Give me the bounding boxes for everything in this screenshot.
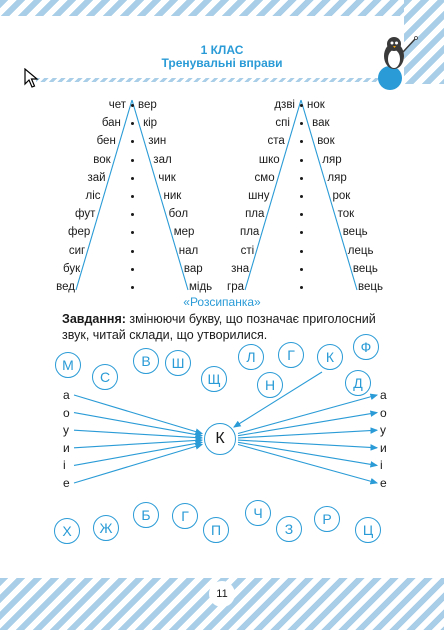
- syllable-right: лець: [347, 244, 374, 257]
- syllable-right: зал: [153, 153, 172, 166]
- syllable-dot: [131, 177, 134, 180]
- page-subtitle: Тренувальні вправи: [161, 56, 283, 70]
- page-number: 11: [209, 581, 235, 607]
- arrow-line: [238, 395, 377, 434]
- arrow-line: [74, 442, 202, 465]
- letter-circle: Р: [314, 506, 340, 532]
- syllable-left: бан: [101, 117, 121, 130]
- syllable-right: бол: [168, 208, 189, 221]
- letter-circle: Ф: [353, 334, 379, 360]
- syllable-left: пла: [239, 226, 260, 239]
- syllable-left: фер: [68, 226, 91, 239]
- syllable-left: спі: [275, 117, 290, 130]
- syllable-right: чик: [158, 171, 176, 184]
- vowel-left: а: [63, 388, 70, 402]
- section-title: «Розсипанка»: [183, 295, 261, 309]
- syllable-dot: [131, 104, 134, 107]
- syllable-left: вок: [93, 153, 111, 166]
- vowel-left: е: [63, 476, 70, 490]
- syllable-dot: [300, 122, 303, 125]
- vowel-right: и: [380, 440, 387, 455]
- letter-circle: Д: [345, 370, 371, 396]
- syllable-dot: [131, 159, 134, 162]
- vowel-left: о: [63, 405, 70, 420]
- syllable-left: вед: [56, 281, 75, 293]
- syllable-left: зна: [231, 262, 250, 275]
- arrow-line: [238, 430, 377, 438]
- letter-circle: П: [203, 517, 229, 543]
- syllable-right: рок: [332, 190, 351, 202]
- syllable-left: зай: [87, 171, 106, 184]
- syllable-right: нок: [307, 99, 325, 111]
- arrow-line: [238, 440, 377, 448]
- syllable-dot: [300, 159, 303, 162]
- arrow-line: [74, 440, 202, 448]
- syllable-dot: [300, 177, 303, 180]
- letter-circle: Щ: [201, 366, 227, 392]
- vowel-right: а: [380, 388, 387, 402]
- letter-circle: Ш: [165, 350, 191, 376]
- syllable-right: кір: [143, 117, 158, 130]
- grade-heading: 1 КЛАС: [200, 43, 244, 57]
- syllable-left: бук: [62, 262, 81, 275]
- letter-circle: Ч: [245, 500, 271, 526]
- letter-circle: С: [92, 364, 118, 390]
- syllable-right: вець: [352, 262, 378, 275]
- syllable-right: ник: [163, 190, 182, 202]
- syllable-left: шко: [258, 153, 280, 166]
- syllable-dot: [131, 213, 134, 216]
- letter-circle: В: [133, 348, 159, 374]
- syllable-dot: [131, 195, 134, 198]
- syllable-dot: [300, 104, 303, 107]
- syllable-dot: [131, 250, 134, 253]
- syllable-right: вець: [358, 281, 383, 293]
- syllable-left: бен: [96, 135, 116, 148]
- syllable-left: чет: [108, 99, 126, 111]
- syllable-right: вак: [312, 117, 330, 130]
- syllable-left: ліс: [85, 190, 101, 202]
- letter-circle: Б: [133, 502, 159, 528]
- vowel-left: і: [63, 458, 66, 473]
- arrow-line: [74, 395, 202, 434]
- letter-circle: М: [55, 352, 81, 378]
- syllable-dot: [300, 286, 303, 289]
- center-consonant: К: [204, 423, 236, 455]
- letter-circle: Г: [172, 503, 198, 529]
- letter-circle: Л: [238, 344, 264, 370]
- syllable-right: нал: [178, 244, 199, 257]
- vowel-right: і: [380, 458, 383, 473]
- letter-circle: Х: [54, 518, 80, 544]
- syllable-dot: [131, 268, 134, 271]
- arrow-line: [238, 413, 377, 436]
- syllable-right: вер: [138, 99, 157, 111]
- syllable-right: ток: [337, 208, 355, 221]
- syllable-right: вок: [317, 135, 335, 148]
- syllable-right: мідь: [189, 281, 213, 293]
- syllable-dot: [300, 213, 303, 216]
- letter-circle: Ж: [93, 515, 119, 541]
- syllable-right: зин: [148, 135, 167, 148]
- syllable-left: смо: [254, 171, 275, 184]
- syllable-dot: [300, 250, 303, 253]
- syllable-dot: [300, 195, 303, 198]
- syllable-right: ляр: [322, 153, 342, 166]
- syllable-left: сиг: [68, 244, 86, 257]
- syllable-right: мер: [173, 226, 195, 239]
- syllable-right: вар: [183, 262, 203, 275]
- syllable-dot: [131, 286, 134, 289]
- arrow-line: [238, 442, 377, 465]
- vowel-left: у: [63, 423, 69, 438]
- letter-circle: Ц: [355, 517, 381, 543]
- letter-circle: Г: [278, 342, 304, 368]
- vowel-right: е: [380, 476, 387, 490]
- arrow-line: [74, 445, 202, 484]
- syllable-left: дзві: [274, 99, 295, 111]
- syllable-dot: [131, 122, 134, 125]
- syllable-left: фут: [75, 208, 96, 221]
- syllable-dot: [300, 268, 303, 271]
- vowel-right: о: [380, 405, 387, 420]
- vowel-right: у: [380, 423, 386, 438]
- letter-circle: З: [276, 516, 302, 542]
- letter-circle: К: [317, 344, 343, 370]
- arrow-line: [74, 430, 202, 438]
- task-instructions: [62, 311, 402, 343]
- arrow-line: [238, 445, 377, 484]
- syllable-left: шну: [248, 190, 270, 202]
- arrow-line: [74, 413, 202, 436]
- syllable-left: гра: [227, 281, 244, 293]
- syllable-left: сті: [240, 244, 255, 257]
- task-text: змінюючи букву, що позначає приголосний звук, читай склади, що утворилися.: [62, 312, 376, 342]
- syllable-right: ляр: [327, 171, 347, 184]
- syllable-left: пла: [245, 208, 265, 221]
- task-label: Завдання:: [62, 312, 126, 326]
- syllable-left: ста: [267, 135, 285, 148]
- letter-circle: Н: [257, 372, 283, 398]
- vowel-left: и: [63, 440, 70, 455]
- syllable-right: вець: [342, 226, 368, 239]
